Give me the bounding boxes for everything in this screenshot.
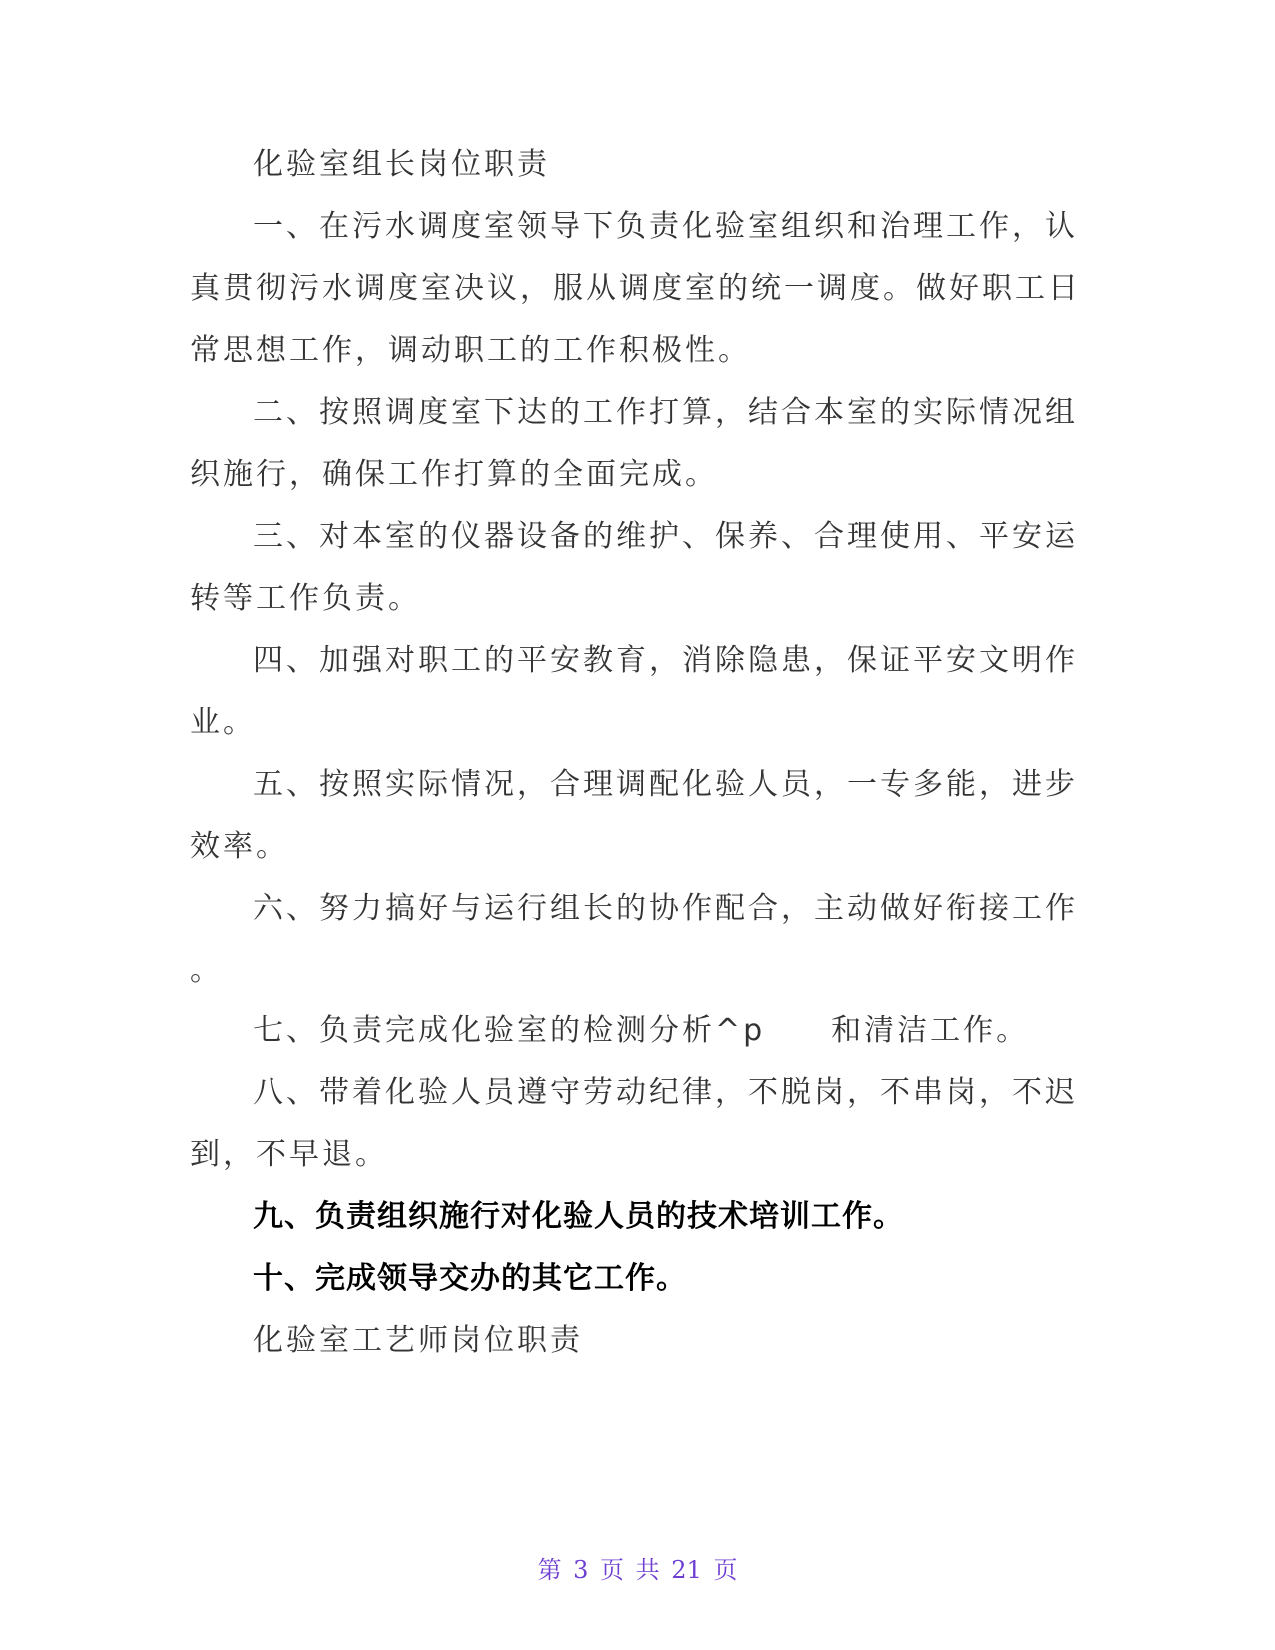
- paragraph-line: 三、对本室的仪器设备的维护、保养、合理使用、平安运: [253, 519, 1078, 554]
- section-title: 化验室工艺师岗位职责: [253, 1323, 583, 1358]
- paragraph-line: 转等工作负责。: [190, 581, 421, 616]
- page-number-footer: 第 3 页 共 21 页: [537, 1556, 738, 1584]
- paragraph-line-bold: 九、负责组织施行对化验人员的技术培训工作。: [253, 1199, 904, 1234]
- section-title: 化验室组长岗位职责: [253, 147, 550, 182]
- paragraph-line: 业。: [190, 705, 256, 740]
- paragraph-line: 效率。: [190, 829, 289, 864]
- paragraph-line: 二、按照调度室下达的工作打算，结合本室的实际情况组: [253, 395, 1078, 430]
- paragraph-line: 。: [190, 953, 223, 988]
- paragraph-line: 六、努力搞好与运行组长的协作配合，主动做好衔接工作: [253, 891, 1078, 926]
- paragraph-line: 织施行，确保工作打算的全面完成。: [190, 457, 718, 492]
- paragraph-line: 五、按照实际情况，合理调配化验人员，一专多能，进步: [253, 767, 1078, 802]
- paragraph-line: 到，不早退。: [190, 1137, 388, 1172]
- paragraph-line: 真贯彻污水调度室决议，服从调度室的统一调度。做好职工日: [190, 271, 1081, 306]
- paragraph-line: 常思想工作，调动职工的工作积极性。: [190, 333, 751, 368]
- paragraph-line: 四、加强对职工的平安教育，消除隐患，保证平安文明作: [253, 643, 1078, 678]
- paragraph-line: 七、负责完成化验室的检测分析^p 和清洁工作。: [253, 1013, 1030, 1048]
- paragraph-line: 一、在污水调度室领导下负责化验室组织和治理工作，认: [253, 209, 1078, 244]
- paragraph-line: 八、带着化验人员遵守劳动纪律，不脱岗，不串岗，不迟: [253, 1075, 1078, 1110]
- paragraph-line-bold: 十、完成领导交办的其它工作。: [253, 1261, 687, 1296]
